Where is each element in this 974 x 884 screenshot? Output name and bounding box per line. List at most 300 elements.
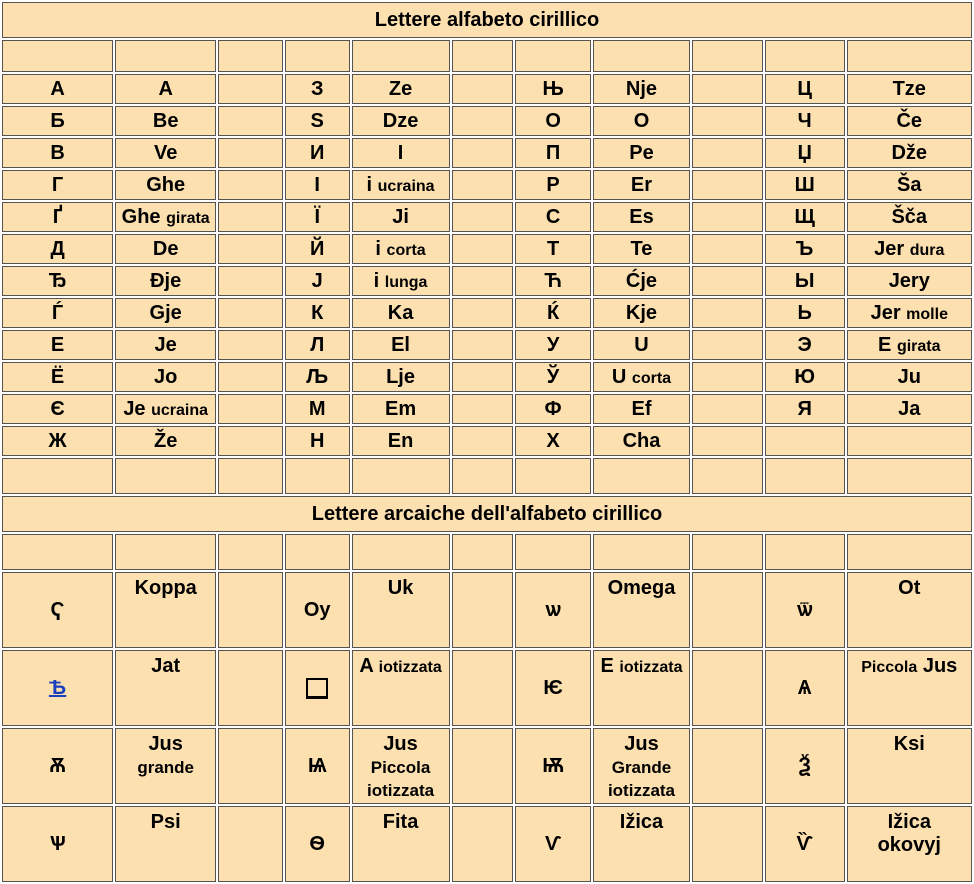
empty-cell (452, 202, 514, 232)
letter-name-main: U (611, 365, 627, 388)
empty-cell (218, 650, 283, 726)
empty-cell (218, 170, 283, 200)
letter-name (593, 572, 690, 648)
empty-cell (115, 458, 216, 494)
letter-glyph[interactable] (2, 650, 113, 726)
modern-title-row (2, 2, 972, 38)
letter-name-main: E (600, 655, 614, 677)
letter-name (352, 394, 450, 424)
letter-name-main: Ksi (893, 733, 925, 755)
letter-glyph: Ѫ (2, 728, 113, 804)
letter-name (593, 234, 690, 264)
letter-name (847, 572, 972, 648)
empty-cell (115, 534, 216, 570)
letter-row (2, 138, 972, 168)
letter-name-main: Tze (892, 77, 926, 100)
letter-name-main: Pe (629, 141, 654, 164)
empty-cell (452, 106, 514, 136)
letter-glyph: Р (515, 170, 591, 200)
letter-name-line2: Piccola (370, 758, 431, 777)
letter-name (593, 202, 690, 232)
letter-glyph: Ў (515, 362, 591, 392)
letter-name (847, 74, 972, 104)
letter-glyph: Ѧ (765, 650, 845, 726)
letter-glyph: Э (765, 330, 845, 360)
letter-name-main: Jus (624, 733, 659, 755)
empty-cell (515, 534, 591, 570)
letter-name (115, 394, 216, 424)
letter-name-main: De (152, 237, 179, 260)
letter-name-main: A (359, 655, 374, 677)
empty-cell (2, 40, 113, 72)
empty-cell (692, 170, 763, 200)
letter-glyph: Џ (765, 138, 845, 168)
letter-name (593, 650, 690, 726)
letter-row (2, 170, 972, 200)
letter-name-main: Đje (150, 269, 182, 292)
empty-cell (352, 40, 450, 72)
empty-cell (452, 40, 514, 72)
letter-name-qualifier: ucraina (151, 401, 209, 419)
letter-name-main: Be (152, 109, 179, 132)
letter-name (352, 234, 450, 264)
letter-glyph: Є (2, 394, 113, 424)
letter-name-main: Nje (625, 77, 658, 100)
empty-cell (692, 106, 763, 136)
letter-glyph: Ќ (515, 298, 591, 328)
letter-glyph: Ш (765, 170, 845, 200)
empty-cell (692, 362, 763, 392)
letter-row (2, 728, 972, 804)
letter-name (115, 650, 216, 726)
letter-glyph (765, 426, 845, 456)
letter-name-main: Lje (386, 365, 415, 388)
empty-cell (692, 266, 763, 296)
empty-cell (218, 728, 283, 804)
letter-glyph: Ѵ (515, 806, 591, 882)
letter-name-main: Ju (897, 365, 921, 388)
letter-row (2, 266, 972, 296)
letter-name (847, 170, 972, 200)
letter-name-main: El (391, 333, 410, 356)
letter-glyph: Ч (765, 106, 845, 136)
letter-glyph: Ѥ (515, 650, 591, 726)
empty-cell (692, 534, 763, 570)
missing-glyph-box (306, 678, 328, 699)
empty-cell (593, 534, 690, 570)
empty-cell (692, 394, 763, 424)
letter-name-main: Ghe (146, 173, 186, 196)
empty-cell (692, 234, 763, 264)
letter-name-main: Šča (891, 205, 928, 228)
letter-name (352, 202, 450, 232)
letter-name-main: Ižica (619, 811, 664, 833)
letter-name (352, 806, 450, 882)
empty-cell (452, 650, 514, 726)
empty-cell (218, 40, 283, 72)
letter-row (2, 362, 972, 392)
letter-name (115, 138, 216, 168)
letter-name (352, 426, 450, 456)
letter-name (115, 202, 216, 232)
letter-glyph: Ґ (2, 202, 113, 232)
letter-name (847, 106, 972, 136)
letter-name (847, 394, 972, 424)
empty-cell (218, 202, 283, 232)
letter-name-main: E (878, 333, 892, 356)
letter-name-main: Jat (151, 655, 181, 677)
empty-cell (593, 458, 690, 494)
empty-cell (692, 298, 763, 328)
empty-cell (692, 330, 763, 360)
letter-glyph-link[interactable]: Ѣ (48, 676, 67, 699)
letter-glyph: О (515, 106, 591, 136)
letter-name-line2: okovyj (877, 834, 941, 856)
empty-cell (218, 362, 283, 392)
letter-name-qualifier: iotizzata (619, 659, 683, 676)
letter-name-main: Cha (622, 429, 661, 452)
letter-name (115, 266, 216, 296)
letter-name (352, 106, 450, 136)
empty-cell (692, 458, 763, 494)
letter-name (847, 298, 972, 328)
empty-cell (692, 572, 763, 648)
spacer-row (2, 534, 972, 570)
letter-row (2, 650, 972, 726)
letter-name (115, 298, 216, 328)
letter-name-qualifier: corta (631, 369, 672, 387)
empty-cell (452, 266, 514, 296)
letter-glyph: Оу (285, 572, 350, 648)
letter-glyph: Г (2, 170, 113, 200)
letter-row (2, 298, 972, 328)
letter-glyph: К (285, 298, 350, 328)
letter-glyph: ѡ (515, 572, 591, 648)
empty-cell (352, 458, 450, 494)
letter-name (847, 426, 972, 456)
letter-name-main: Te (630, 237, 653, 260)
letter-glyph: Ь (765, 298, 845, 328)
letter-name-main: Es (629, 205, 654, 228)
letter-glyph: Ћ (515, 266, 591, 296)
letter-name-main: Ze (388, 77, 413, 100)
letter-name (352, 170, 450, 200)
letter-name-qualifier: girata (166, 209, 210, 227)
letter-glyph: А (2, 74, 113, 104)
letter-glyph: М (285, 394, 350, 424)
empty-cell (452, 170, 514, 200)
letter-glyph: Ђ (2, 266, 113, 296)
letter-glyph: Ы (765, 266, 845, 296)
empty-cell (2, 534, 113, 570)
empty-cell (692, 806, 763, 882)
letter-name-main: Jer (870, 301, 901, 324)
empty-cell (452, 330, 514, 360)
empty-cell (452, 728, 514, 804)
empty-cell (218, 806, 283, 882)
letter-glyph: Ѕ (285, 106, 350, 136)
empty-cell (692, 202, 763, 232)
letter-name (593, 362, 690, 392)
letter-name-main: Dže (891, 141, 928, 164)
letter-name-main: Jus (383, 733, 418, 755)
empty-cell (218, 330, 283, 360)
letter-name (847, 202, 972, 232)
spacer-row (2, 458, 972, 494)
spacer-row (2, 40, 972, 72)
empty-cell (452, 458, 514, 494)
letter-name-qualifier: dura (909, 241, 945, 259)
letter-name-main: Dze (382, 109, 419, 132)
letter-name-main: Ot (898, 577, 921, 599)
letter-name-main: Uk (387, 577, 414, 599)
letter-glyph: Д (2, 234, 113, 264)
letter-glyph: Е (2, 330, 113, 360)
letter-glyph: Ю (765, 362, 845, 392)
empty-cell (515, 40, 591, 72)
letter-name-main: Ef (631, 397, 652, 420)
letter-glyph: Љ (285, 362, 350, 392)
letter-name-main: Ja (898, 397, 921, 420)
empty-cell (452, 234, 514, 264)
letter-row (2, 806, 972, 882)
letter-name (115, 728, 216, 804)
empty-cell (218, 138, 283, 168)
empty-cell (452, 74, 514, 104)
letter-row (2, 572, 972, 648)
letter-name (115, 234, 216, 264)
letter-glyph: І (285, 170, 350, 200)
letter-name-main: Ve (154, 141, 178, 164)
letter-row (2, 426, 972, 456)
letter-name (352, 650, 450, 726)
letter-glyph: Й (285, 234, 350, 264)
empty-cell (2, 458, 113, 494)
empty-cell (218, 394, 283, 424)
letter-name-main: i (375, 237, 381, 260)
empty-cell (847, 40, 972, 72)
letter-glyph: Ф (515, 394, 591, 424)
letter-name-main: Jery (888, 269, 930, 292)
letter-glyph: Ё (2, 362, 113, 392)
letter-name (593, 74, 690, 104)
letter-glyph: Л (285, 330, 350, 360)
letter-name-main: Gje (149, 301, 182, 324)
letter-name-main: Že (154, 429, 178, 452)
letter-name-line2: Grande (611, 758, 672, 777)
letter-name (593, 266, 690, 296)
letter-name (847, 138, 972, 168)
empty-cell (452, 806, 514, 882)
empty-cell (218, 298, 283, 328)
letter-glyph (285, 650, 350, 726)
letter-name-main: i (366, 173, 373, 196)
letter-glyph: Ѱ (2, 806, 113, 882)
letter-name-main: Jus (922, 655, 958, 677)
letter-name-main: I (397, 141, 404, 164)
letter-name (115, 74, 216, 104)
empty-cell (692, 74, 763, 104)
archaic-title-row (2, 496, 972, 532)
letter-name (115, 106, 216, 136)
letter-name-qualifier: lunga (384, 273, 428, 291)
letter-glyph: У (515, 330, 591, 360)
modern-title: Lettere alfabeto cirillico (2, 2, 972, 38)
letter-name (115, 362, 216, 392)
letter-name (352, 298, 450, 328)
letter-name-main: En (387, 429, 414, 452)
letter-glyph: Ъ (765, 234, 845, 264)
letter-glyph: Њ (515, 74, 591, 104)
empty-cell (285, 534, 350, 570)
letter-name-line2: grande (137, 758, 195, 777)
letter-name (847, 266, 972, 296)
letter-name-qualifier: iotizzata (378, 659, 442, 676)
letter-glyph: Б (2, 106, 113, 136)
letter-glyph: Ѳ (285, 806, 350, 882)
letter-name-main: O (633, 109, 650, 132)
letter-name-main: Ghe (121, 205, 161, 228)
letter-name (593, 426, 690, 456)
letter-name (593, 806, 690, 882)
letter-name-main: i (373, 269, 380, 292)
empty-cell (692, 426, 763, 456)
letter-glyph: Ѯ (765, 728, 845, 804)
letter-name (352, 138, 450, 168)
letter-name (593, 330, 690, 360)
empty-cell (452, 426, 514, 456)
letter-name-main: Ka (387, 301, 414, 324)
empty-cell (515, 458, 591, 494)
letter-name-qualifier: corta (386, 241, 426, 259)
letter-name-line3: iotizzata (607, 781, 676, 800)
letter-glyph: П (515, 138, 591, 168)
empty-cell (692, 138, 763, 168)
empty-cell (765, 40, 845, 72)
letter-name (847, 728, 972, 804)
letter-glyph: Ѭ (515, 728, 591, 804)
letter-name-main: Ižica (887, 811, 931, 833)
empty-cell (452, 298, 514, 328)
letter-row (2, 74, 972, 104)
empty-cell (847, 458, 972, 494)
letter-glyph: Ј (285, 266, 350, 296)
letter-row (2, 202, 972, 232)
letter-glyph: Щ (765, 202, 845, 232)
letter-name-main: Kje (625, 301, 658, 324)
letter-glyph: ѿ (765, 572, 845, 648)
empty-cell (593, 40, 690, 72)
letter-name (115, 426, 216, 456)
empty-cell (218, 572, 283, 648)
letter-row (2, 234, 972, 264)
letter-glyph: Н (285, 426, 350, 456)
letter-name (593, 728, 690, 804)
letter-name-main: Je (123, 397, 146, 420)
letter-name-main: Koppa (134, 577, 197, 599)
letter-name (593, 138, 690, 168)
letter-name (593, 170, 690, 200)
letter-name (847, 234, 972, 264)
empty-cell (218, 426, 283, 456)
letter-name (593, 394, 690, 424)
letter-name-line3: iotizzata (367, 781, 435, 800)
letter-name-main: Ša (897, 173, 922, 196)
empty-cell (765, 458, 845, 494)
letter-name-main: U (634, 333, 649, 356)
letter-glyph: Ѓ (2, 298, 113, 328)
empty-cell (218, 458, 283, 494)
empty-cell (352, 534, 450, 570)
empty-cell (218, 534, 283, 570)
letter-name (352, 728, 450, 804)
letter-row (2, 106, 972, 136)
letter-name-main: Er (630, 173, 653, 196)
letter-glyph: Х (515, 426, 591, 456)
letter-name (352, 572, 450, 648)
letter-name-qualifier: molle (906, 305, 948, 323)
letter-name-main: Ćje (625, 269, 658, 292)
letter-name-main: Psi (150, 811, 181, 833)
empty-cell (285, 458, 350, 494)
empty-cell (692, 728, 763, 804)
letter-name-main: Če (896, 109, 923, 132)
letter-name (115, 806, 216, 882)
empty-cell (692, 40, 763, 72)
letter-name (847, 806, 972, 882)
letter-name (847, 650, 972, 726)
letter-name-main: Fita (382, 811, 419, 833)
empty-cell (218, 266, 283, 296)
letter-glyph: Ѩ (285, 728, 350, 804)
letter-name (352, 74, 450, 104)
letter-name-qualifier: girata (896, 337, 941, 355)
empty-cell (452, 394, 514, 424)
letter-name-qualifier: ucraina (377, 177, 435, 195)
letter-name (593, 106, 690, 136)
letter-name-main: Em (384, 397, 417, 420)
empty-cell (218, 106, 283, 136)
letter-glyph: И (285, 138, 350, 168)
empty-cell (692, 650, 763, 726)
letter-name-main: Ji (392, 205, 409, 228)
letter-name-main: Je (154, 333, 177, 356)
letter-glyph: В (2, 138, 113, 168)
letter-row (2, 330, 972, 360)
empty-cell (218, 74, 283, 104)
empty-cell (452, 138, 514, 168)
letter-name-main: Jus (148, 733, 183, 755)
letter-name-main: Jo (154, 365, 178, 388)
letter-name (115, 170, 216, 200)
empty-cell (115, 40, 216, 72)
empty-cell (218, 234, 283, 264)
empty-cell (285, 40, 350, 72)
letter-glyph: Я (765, 394, 845, 424)
letter-glyph: Ѷ (765, 806, 845, 882)
letter-name-main: A (158, 77, 173, 100)
letter-name (593, 298, 690, 328)
letter-name (847, 362, 972, 392)
letter-name (115, 330, 216, 360)
letter-glyph: Ї (285, 202, 350, 232)
letter-name (352, 266, 450, 296)
letter-name (847, 330, 972, 360)
empty-cell (452, 572, 514, 648)
letter-name-prefix: Piccola (861, 659, 918, 676)
letter-name (115, 572, 216, 648)
archaic-title: Lettere arcaiche dell'alfabeto cirillico (2, 496, 972, 532)
